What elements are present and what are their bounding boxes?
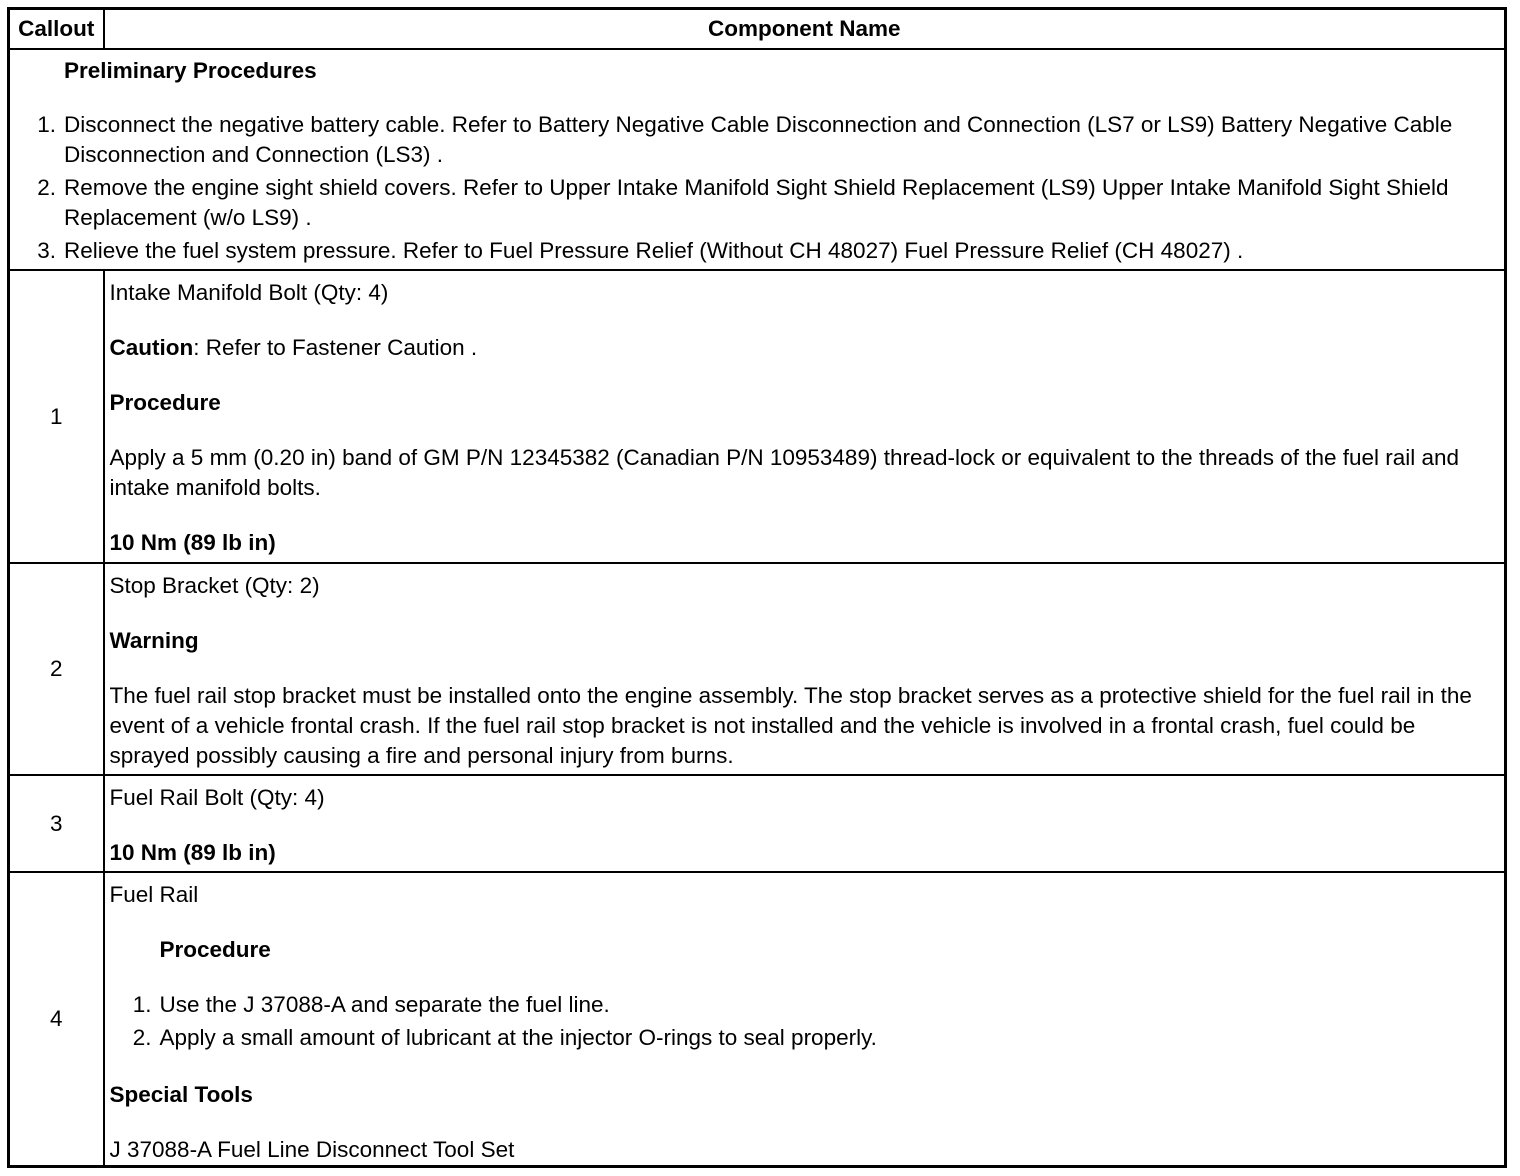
torque-spec: 10 Nm (89 lb in) — [109, 530, 276, 555]
procedure-label: Procedure — [109, 390, 221, 415]
step-number: 1. — [37, 112, 56, 137]
preliminary-title: Preliminary Procedures — [64, 58, 317, 83]
caution-text: : Refer to Fastener Caution . — [193, 335, 478, 360]
step-text: Relieve the fuel system pressure. Refer to Fuel Pressure Relief (Without CH 48027) Fuel Pressure Relief (CH 48027) . — [64, 238, 1244, 263]
callout-number: 4 — [9, 872, 104, 1167]
component-name: Intake Manifold Bolt (Qty: 4) — [109, 280, 389, 305]
procedure-label: Procedure — [159, 937, 271, 962]
step-text: Remove the engine sight shield covers. Refer to Upper Intake Manifold Sight Shield Replacement (LS9) Upper Intake Manifold Sight Shield Replacement (w/o LS9) . — [64, 175, 1449, 230]
step-text: Apply a small amount of lubricant at the injector O-rings to seal properly. — [159, 1025, 877, 1050]
component-name: Fuel Rail — [109, 882, 199, 907]
procedure-text: Apply a 5 mm (0.20 in) band of GM P/N 12345382 (Canadian P/N 10953489) thread-lock or equivalent to the threads of the fuel rail and intake manifold bolts. — [109, 445, 1460, 500]
callout-number: 1 — [9, 270, 104, 563]
caution-label: Caution — [109, 335, 194, 360]
table-row — [9, 563, 1506, 775]
component-cell — [104, 563, 1506, 775]
step-number: 1. — [132, 992, 152, 1017]
callout-number: 2 — [9, 563, 104, 775]
list-item — [22, 236, 1494, 266]
special-tools-text: J 37088-A Fuel Line Disconnect Tool Set — [109, 1137, 515, 1162]
component-table — [7, 7, 1507, 1168]
list-item — [110, 1023, 1497, 1053]
preliminary-steps — [22, 110, 1494, 266]
component-column-header: Component Name — [104, 9, 1506, 50]
component-name: Fuel Rail Bolt (Qty: 4) — [109, 785, 325, 810]
warning-text: The fuel rail stop bracket must be installed onto the engine assembly. The stop bracket serves as a protective shield for the fuel rail in the event of a vehicle frontal crash. If the fuel rail stop bracket is not installed and the vehicle is involved in a frontal crash, fuel could be sprayed possibly causing a fire and personal injury from burns. — [109, 683, 1472, 768]
table-header-row — [9, 9, 1506, 50]
special-tools-label: Special Tools — [109, 1082, 253, 1107]
table-row — [9, 270, 1506, 563]
preliminary-cell — [9, 49, 1506, 270]
warning-label: Warning — [109, 628, 199, 653]
step-text: Use the J 37088-A and separate the fuel line. — [159, 992, 610, 1017]
step-number: 3. — [37, 238, 56, 263]
step-number: 2. — [132, 1025, 152, 1050]
list-item — [22, 173, 1494, 233]
step-text: Disconnect the negative battery cable. Refer to Battery Negative Cable Disconnection and Connection (LS7 or LS9) Battery Negative Cable Disconnection and Connection (LS3) . — [64, 112, 1453, 167]
step-number: 2. — [37, 175, 56, 200]
torque-spec: 10 Nm (89 lb in) — [109, 840, 276, 865]
component-cell — [104, 775, 1506, 872]
list-item — [110, 990, 1497, 1020]
preliminary-row — [9, 49, 1506, 270]
callout-number: 3 — [9, 775, 104, 872]
component-cell — [104, 270, 1506, 563]
table-row — [9, 872, 1506, 1167]
component-cell — [104, 872, 1506, 1167]
procedure-steps — [110, 990, 1497, 1053]
table-row — [9, 775, 1506, 872]
callout-column-header: Callout — [9, 9, 104, 50]
component-name: Stop Bracket (Qty: 2) — [109, 573, 320, 598]
list-item — [22, 110, 1494, 170]
caution-line — [110, 333, 1497, 363]
